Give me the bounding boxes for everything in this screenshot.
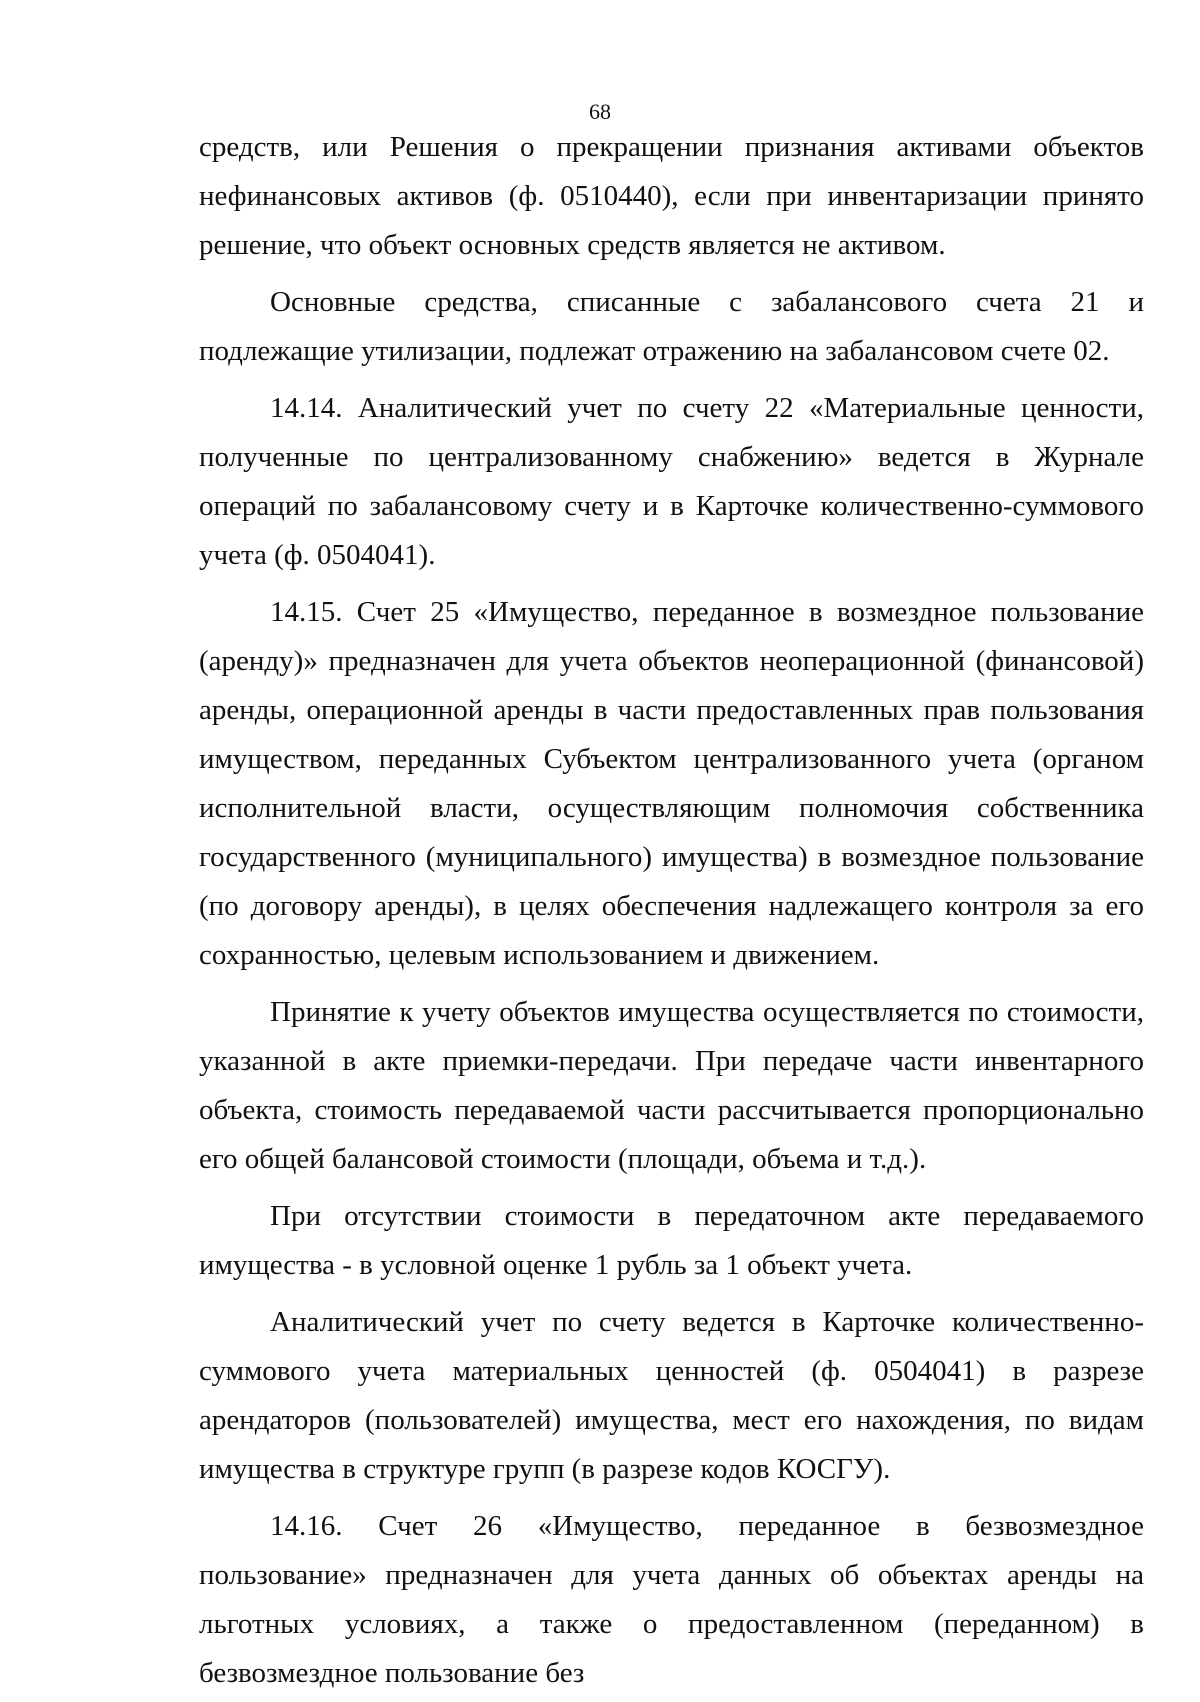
- paragraph-14-15: 14.15. Счет 25 «Имущество, переданное в возмездное пользование (аренду)» предназначен для учета объектов неоперационной (финансовой) аренды, операционной аренды в части предоставленных прав пользования имуществом, переданных Субъектом централизованного учета (органом исполнительной власти, осуществляющим полномочия собственника государственного (муниципального) имущества) в возмездное пользование (по договору аренды), в целях обеспечения надлежащего контроля за его сохранностью, целевым использованием и движением.: [199, 596, 1144, 971]
- paragraph-continuation: средств, или Решения о прекращении признания активами объектов нефинансовых активов (ф. 0510440), если при инвентаризации принято решение, что объект основных средств является не активом.: [199, 131, 1144, 261]
- paragraph-off-balance-21: Основные средства, списанные с забалансового счета 21 и подлежащие утилизации, подлежат отражению на забалансовом счете 02.: [199, 286, 1144, 367]
- paragraph-analytics: Аналитический учет по счету ведется в Карточке количественно-суммового учета материальных ценностей (ф. 0504041) в разрезе арендаторов (пользователей) имущества, мест его нахождения, по видам имущества в структуре групп (в разрезе кодов КОСГУ).: [199, 1306, 1144, 1485]
- page-number: 68: [589, 99, 611, 124]
- paragraph-acceptance: Принятие к учету объектов имущества осуществляется по стоимости, указанной в акте приемки-передачи. При передаче части инвентарного объекта, стоимость передаваемой части рассчитывается пропорционально его общей балансовой стоимости (площади, объема и т.д.).: [199, 996, 1144, 1175]
- paragraph-14-14: 14.14. Аналитический учет по счету 22 «Материальные ценности, полученные по централизованному снабжению» ведется в Журнале операций по забалансовому счету и в Карточке количественно-суммового учета (ф. 0504041).: [199, 392, 1144, 571]
- document-body: [199, 123, 1144, 1698]
- paragraph-14-16: 14.16. Счет 26 «Имущество, переданное в безвозмездное пользование» предназначен для учета данных об объектах аренды на льготных условиях, а также о предоставленном (переданном) в безвозмездное пользование без: [199, 1510, 1144, 1689]
- paragraph-no-value: При отсутствии стоимости в передаточном акте передаваемого имущества - в условной оценке 1 рубль за 1 объект учета.: [199, 1200, 1144, 1281]
